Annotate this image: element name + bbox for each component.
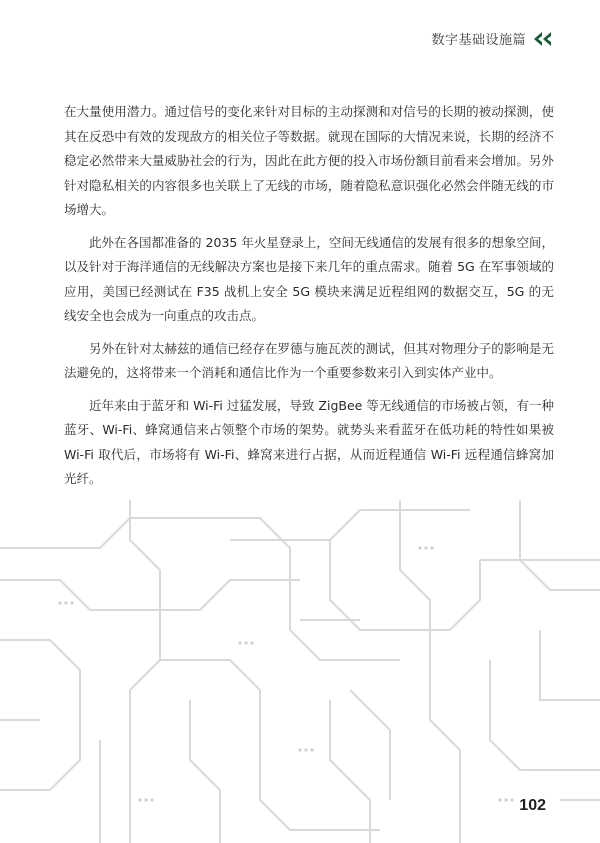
page-number: 102 <box>519 797 546 814</box>
paragraph-1: 在大量使用潜力。通过信号的变化来针对目标的主动探测和对信号的长期的被动探测，使其在反恐中有效的发现敌方的相关位子等数据。就现在国际的大情况来说，长期的经济不稳定必然带来大量威胁社会的行为，因此在此方便的投入市场份额目前看来会增加。另外针对隐私相关的内容很多也关联上了无线的市场，随着隐私意识强化必然会伴随无线的市场增大。 <box>64 104 554 217</box>
paragraph-3: 另外在针对太赫兹的通信已经存在罗德与施瓦茨的测试，但其对物理分子的影响是无法避免的，这将带来一个消耗和通信比作为一个重要参数来引入到实体产业中。 <box>64 340 554 380</box>
double-chevron-left-icon <box>534 32 552 46</box>
section-title: 数字基础设施篇 <box>431 33 526 48</box>
page-header <box>431 29 552 48</box>
article-body <box>64 100 554 500</box>
circuit-pattern-decoration <box>0 500 600 843</box>
paragraph-2: 此外在各国都准备的 2035 年火星登录上，空间无线通信的发展有很多的想象空间，以及针对于海洋通信的无线解决方案也是接下来几年的重点需求。随着 5G 在军事领域的应用，美国已经测试在 F35 战机上安全 5G 模块来满足近程组网的数据交互，5G 的无线安全也会成为一向重点的攻击点。 <box>64 234 554 323</box>
paragraph-4: 近年来由于蓝牙和 Wi-Fi 过猛发展，导致 ZigBee 等无线通信的市场被占领，有一种蓝牙、Wi-Fi、蜂窝通信来占领整个市场的架势。就势头来看蓝牙在低功耗的特性如果被 Wi-Fi 取代后，市场将有 Wi-Fi、蜂窝来进行占据，从而近程通信 Wi-Fi 远程通信蜂窝加光纤。 <box>64 397 554 486</box>
